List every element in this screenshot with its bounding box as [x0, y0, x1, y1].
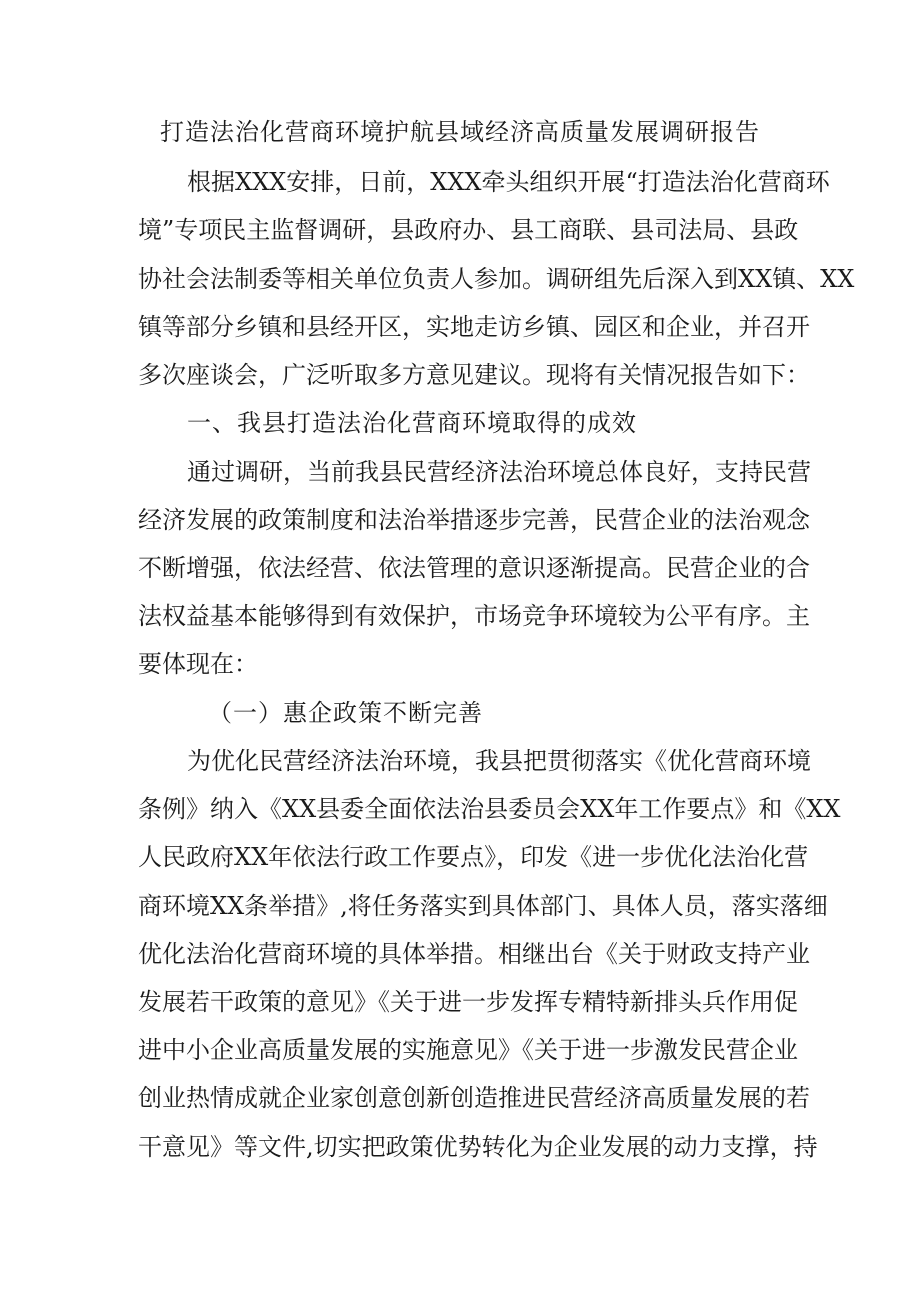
paragraph-line: 进中小企业高质量发展的实施意见》《关于进一步激发民营企业 — [138, 1036, 798, 1064]
paragraph-line: 条例》纳入《XX县委全面依法治县委员会XX年工作要点》和《XX — [138, 795, 841, 823]
paragraph-line: 人民政府XX年依法行政工作要点》，印发《进一步优化法治化营 — [138, 843, 809, 871]
paragraph-line: 境”专项民主监督调研，县政府办、县工商联、县司法局、县政 — [138, 216, 799, 244]
section-heading: 一、我县打造法治化营商环境取得的成效 — [187, 409, 637, 437]
paragraph-line: 根据XXX安排，日前，XXX牵头组织开展“打造法治化营商环 — [187, 168, 830, 196]
paragraph-line: 法权益基本能够得到有效保护，市场竞争环境较为公平有序。主 — [138, 602, 810, 630]
subsection-heading: （一）惠企政策不断完善 — [208, 699, 483, 727]
paragraph-line: 商环境XX条举措》,将任务落实到具体部门、具体人员，落实落细 — [138, 892, 828, 920]
paragraph-line: 发展若干政策的意见》《关于进一步发挥专精特新排头兵作用促 — [138, 988, 798, 1016]
paragraph-line: 干意见》等文件,切实把政策优势转化为企业发展的动力支撑，持 — [138, 1133, 818, 1161]
paragraph-line: 镇等部分乡镇和县经开区，实地走访乡镇、园区和企业，并召开 — [138, 313, 810, 341]
paragraph-line: 不断增强，依法经营、依法管理的意识逐渐提高。民营企业的合 — [138, 554, 810, 582]
paragraph-line: 通过调研，当前我县民营经济法治环境总体良好，支持民营 — [187, 458, 811, 486]
paragraph-line: 优化法治化营商环境的具体举措。相继出台《关于财政支持产业 — [138, 940, 810, 968]
paragraph-line: 协社会法制委等相关单位负责人参加。调研组先后深入到XX镇、XX — [138, 265, 855, 293]
paragraph-line: 多次座谈会，广泛听取多方意见建议。现将有关情况报告如下： — [138, 361, 810, 389]
document-title: 打造法治化营商环境护航县域经济高质量发展调研报告 — [160, 118, 760, 146]
paragraph-line: 经济发展的政策制度和法治举措逐步完善，民营企业的法治观念 — [138, 506, 810, 534]
paragraph-line: 为优化民营经济法治环境，我县把贯彻落实《优化营商环境 — [187, 747, 811, 775]
paragraph-line: 创业热情成就企业家创意创新创造推进民营经济高质量发展的若 — [138, 1084, 810, 1112]
paragraph-line: 要体现在： — [138, 650, 258, 678]
